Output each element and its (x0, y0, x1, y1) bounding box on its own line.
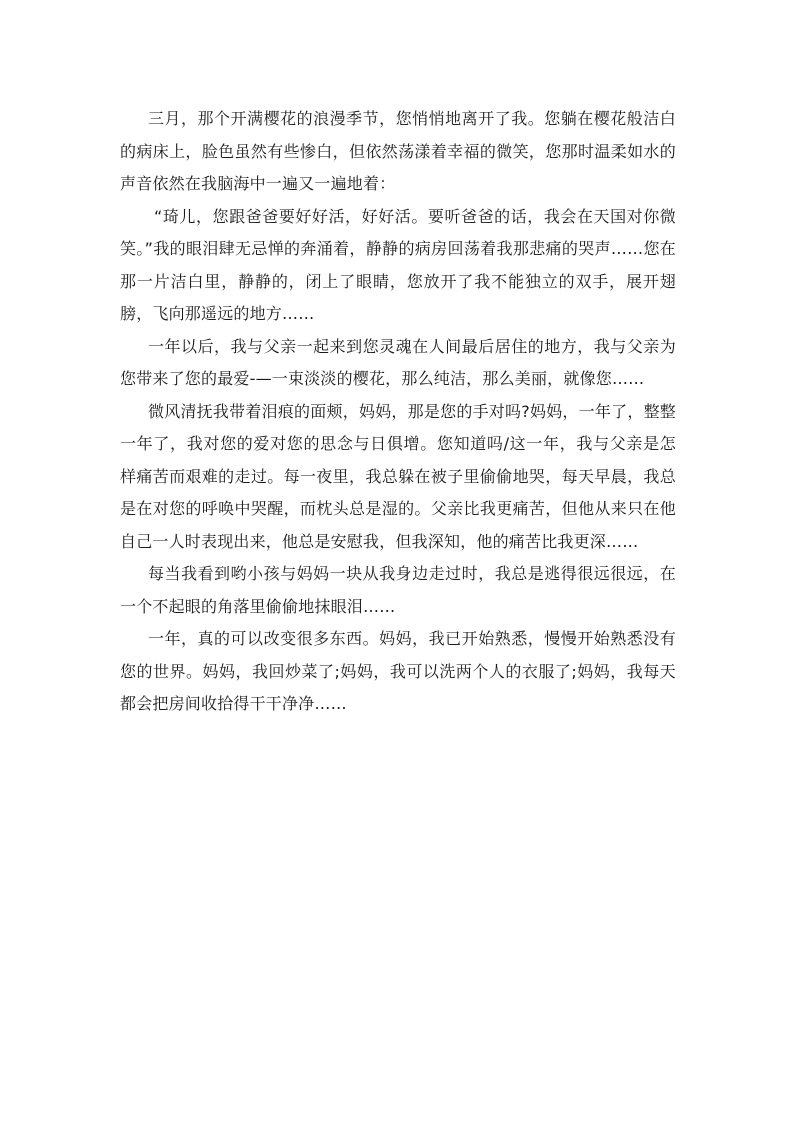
paragraph-1: 三月，那个开满樱花的浪漫季节，您悄悄地离开了我。您躺在樱花般洁白的病床上，脸色虽然有些惨白，但依然荡漾着幸福的微笑，您那时温柔如水的声音依然在我脑海中一遍又一遍地着： (120, 109, 676, 193)
paragraph-2: “琦儿，您跟爸爸要好好活，好好活。要听爸爸的话，我会在天国对你微笑。”我的眼泪肆无忌惮的奔涌着，静静的病房回荡着我那悲痛的哭声……您在那一片洁白里，静静的，闭上了眼睛，您放开了我不能独立的双手，展开翅膀，飞向那遥远的地方…… (120, 206, 676, 323)
paragraph-3: 一年以后，我与父亲一起来到您灵魂在人间最后居住的地方，我与父亲为您带来了您的最爱-—一束淡淡的樱花，那么纯洁，那么美丽，就像您…… (120, 336, 676, 388)
document-body (120, 103, 676, 721)
paragraph-5: 每当我看到哟小孩与妈妈一块从我身边走过时，我总是逃得很远很远，在一个不起眼的角落里偷偷地抹眼泪…… (120, 564, 676, 616)
paragraph-4: 微风清抚我带着泪痕的面颊，妈妈，那是您的手对吗?妈妈，一年了，整整一年了，我对您的爱对您的思念与日俱增。您知道吗/这一年，我与父亲是怎样痛苦而艰难的走过。每一夜里，我总躲在被子里偷偷地哭，每天早晨，我总是在对您的呼唤中哭醒，而枕头总是湿的。父亲比我更痛苦，但他从来只在他自己一人时表现出来，他总是安慰我，但我深知，他的痛苦比我更深…… (120, 401, 676, 551)
paragraph-6: 一年，真的可以改变很多东西。妈妈，我已开始熟悉，慢慢开始熟悉没有您的世界。妈妈，我回炒菜了;妈妈，我可以洗两个人的衣服了;妈妈，我每天都会把房间收拾得干干净净…… (120, 629, 676, 713)
